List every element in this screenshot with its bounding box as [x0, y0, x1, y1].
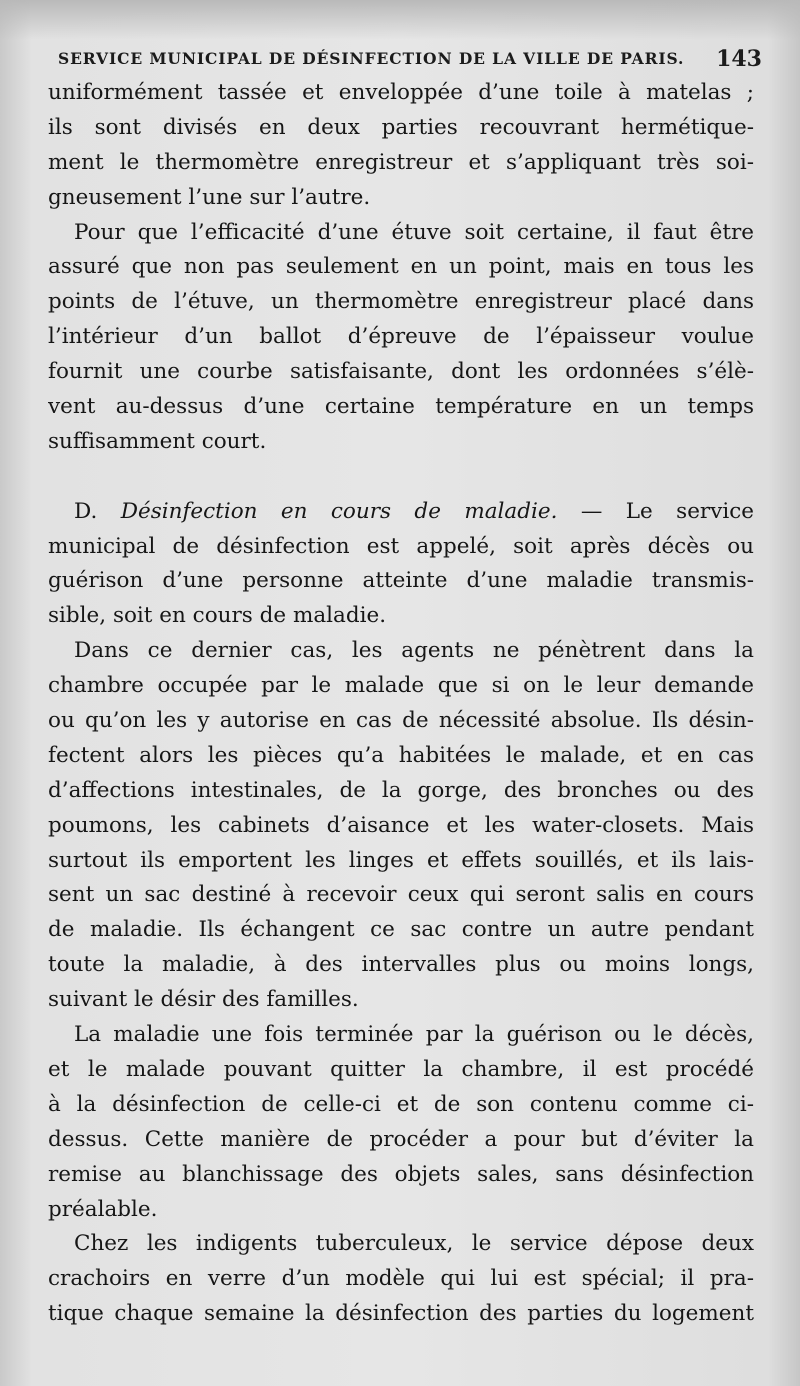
- text-line: La maladie une fois terminée par la guérison ou le décès,: [74, 1022, 754, 1048]
- text-line: surtout ils emportent les linges et effets souillés, et ils lais-: [48, 847, 754, 873]
- text-line: ils sont divisés en deux parties recouvrant hermétique-: [48, 114, 754, 140]
- text-line: guérison d’une personne atteinte d’une maladie transmis-: [48, 568, 754, 594]
- text-line: vent au-dessus d’une certaine température en un temps: [48, 394, 754, 420]
- body-text: [48, 76, 754, 1332]
- page-number: 143: [716, 46, 762, 72]
- text-line: crachoirs en verre d’un modèle qui lui est spécial; il pra-: [48, 1266, 754, 1292]
- text-line: préalable.: [48, 1196, 158, 1222]
- section-title: Désinfection en cours de maladie.: [120, 498, 558, 524]
- page-shadow: [0, 0, 800, 40]
- running-head: [58, 46, 762, 72]
- text-line: l’intérieur d’un ballot d’épreuve de l’épaisseur voulue: [48, 324, 754, 350]
- text-line: dessus. Cette manière de procéder a pour but d’éviter la: [48, 1126, 754, 1152]
- text-line: sible, soit en cours de maladie.: [48, 603, 387, 629]
- text-line: ment le thermomètre enregistreur et s’appliquant très soi-: [48, 149, 754, 175]
- text-line: fectent alors les pièces qu’a habitées le malade, et en cas: [48, 742, 754, 768]
- text-line: points de l’étuve, un thermomètre enregistreur placé dans: [48, 289, 754, 315]
- section-heading-rest: — Le service: [557, 498, 754, 524]
- text-line: sent un sac destiné à recevoir ceux qui seront salis en cours: [48, 882, 754, 908]
- text-line: fournit une courbe satisfaisante, dont les ordonnées s’élè-: [48, 359, 754, 385]
- text-line: assuré que non pas seulement en un point, mais en tous les: [48, 254, 754, 280]
- section-heading-line: [48, 495, 754, 530]
- text-line: d’affections intestinales, de la gorge, des bronches ou des: [48, 777, 754, 803]
- text-line: de maladie. Ils échangent ce sac contre un autre pendant: [48, 917, 754, 943]
- text-line: suivant le désir des familles.: [48, 987, 359, 1013]
- text-line: remise au blanchissage des objets sales, sans désinfection: [48, 1161, 754, 1187]
- text-line: Pour que l’efficacité d’une étuve soit certaine, il faut être: [74, 219, 754, 245]
- text-line: à la désinfection de celle-ci et de son contenu comme ci-: [48, 1091, 754, 1117]
- running-title: SERVICE MUNICIPAL DE DÉSINFECTION DE LA VILLE DE PARIS.: [58, 49, 685, 68]
- text-line: poumons, les cabinets d’aisance et les water-closets. Mais: [48, 812, 754, 838]
- text-line: et le malade pouvant quitter la chambre, il est procédé: [48, 1056, 754, 1082]
- text-line: Chez les indigents tuberculeux, le service dépose deux: [74, 1231, 754, 1257]
- text-line: gneusement l’une sur l’autre.: [48, 184, 371, 210]
- text-line: Dans ce dernier cas, les agents ne pénètrent dans la: [74, 638, 754, 664]
- text-line: municipal de désinfection est appelé, soit après décès ou: [48, 533, 754, 559]
- paragraph-gap: [48, 460, 754, 495]
- text-line: suffisamment court.: [48, 428, 267, 454]
- section-label: D.: [74, 498, 98, 524]
- text-line: tique chaque semaine la désinfection des parties du logement: [48, 1301, 754, 1327]
- text-line: ou qu’on les y autorise en cas de nécessité absolue. Ils désin-: [48, 708, 754, 734]
- text-line: toute la maladie, à des intervalles plus ou moins longs,: [48, 952, 754, 978]
- text-line: chambre occupée par le malade que si on le leur demande: [48, 673, 754, 699]
- text-line: uniformément tassée et enveloppée d’une toile à matelas ;: [48, 80, 754, 105]
